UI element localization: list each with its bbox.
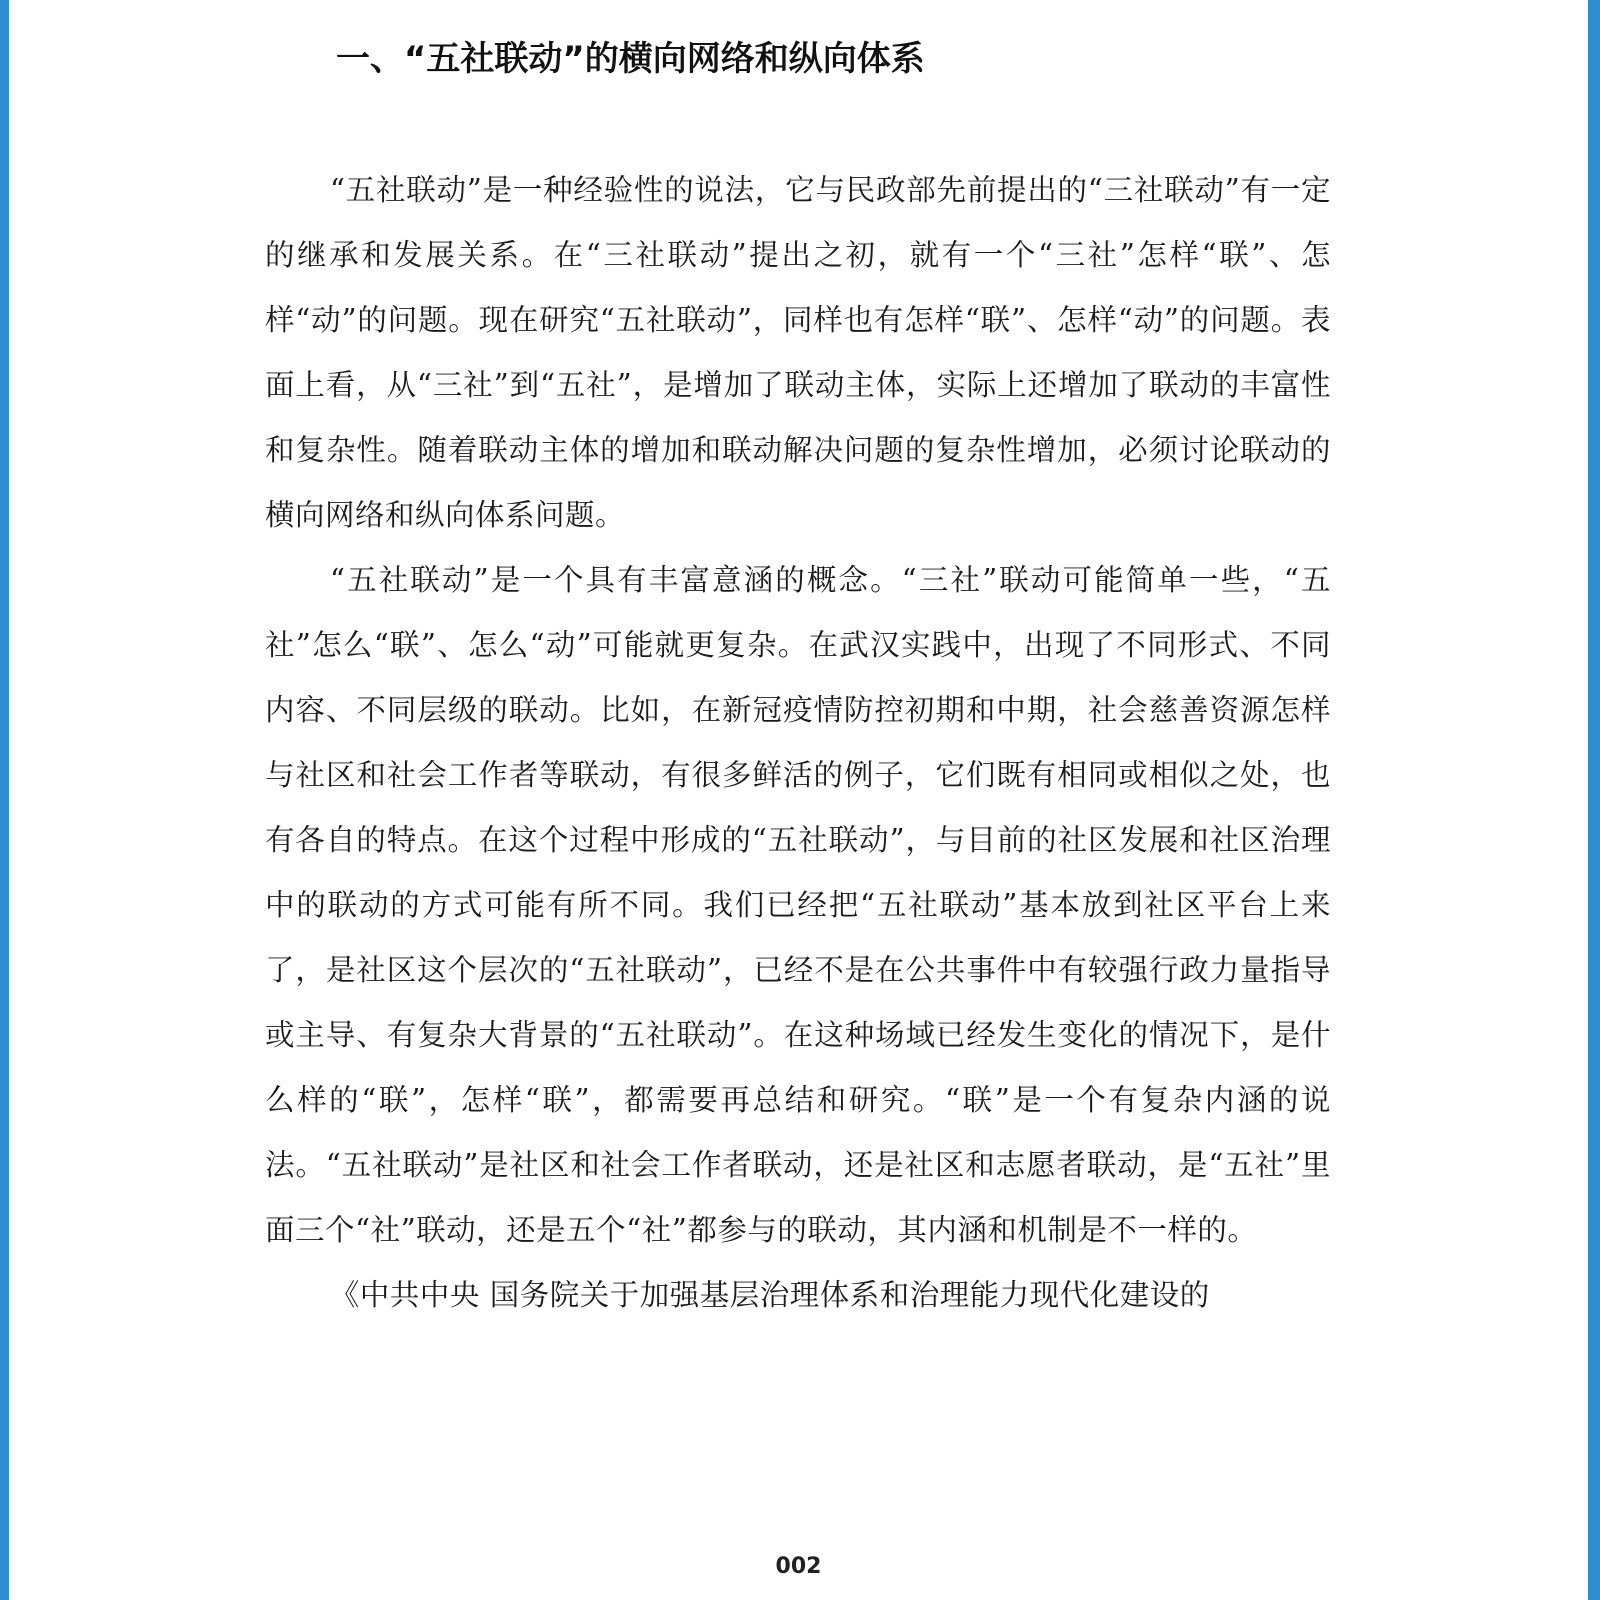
paragraph-1: “五社联动”是一种经验性的说法，它与民政部先前提出的“三社联动”有一定的继承和发展关系。在“三社联动”提出之初，就有一个“三社”怎样“联”、怎样“动”的问题。现在研究“五社联动”，同样也有怎样“联”、怎样“动”的问题。表面上看，从“三社”到“五社”，是增加了联动主体，实际上还增加了联动的丰富性和复杂性。随着联动主体的增加和联动解决问题的复杂性增加，必须讨论联动的横向网络和纵向体系问题。 <box>265 173 1331 532</box>
section-heading: 一、“五社联动”的横向网络和纵向体系 <box>336 39 925 79</box>
body-text <box>265 158 1331 1328</box>
paragraph-2: “五社联动”是一个具有丰富意涵的概念。“三社”联动可能简单一些，“五社”怎么“联”、怎么“动”可能就更复杂。在武汉实践中，出现了不同形式、不同内容、不同层级的联动。比如，在新冠疫情防控初期和中期，社会慈善资源怎样与社区和社会工作者等联动，有很多鲜活的例子，它们既有相同或相似之处，也有各自的特点。在这个过程中形成的“五社联动”，与目前的社区发展和社区治理中的联动的方式可能有所不同。我们已经把“五社联动”基本放到社区平台上来了，是社区这个层次的“五社联动”，已经不是在公共事件中有较强行政力量指导或主导、有复杂大背景的“五社联动”。在这种场域已经发生变化的情况下，是什么样的“联”，怎样“联”，都需要再总结和研究。“联”是一个有复杂内涵的说法。“五社联动”是社区和社会工作者联动，还是社区和志愿者联动，是“五社”里面三个“社”联动，还是五个“社”都参与的联动，其内涵和机制是不一样的。 <box>265 563 1331 1247</box>
paragraph-3: 《中共中央 国务院关于加强基层治理体系和治理能力现代化建设的 <box>329 1278 1210 1312</box>
document-page <box>9 0 1588 1600</box>
page-number: 002 <box>775 1554 822 1579</box>
